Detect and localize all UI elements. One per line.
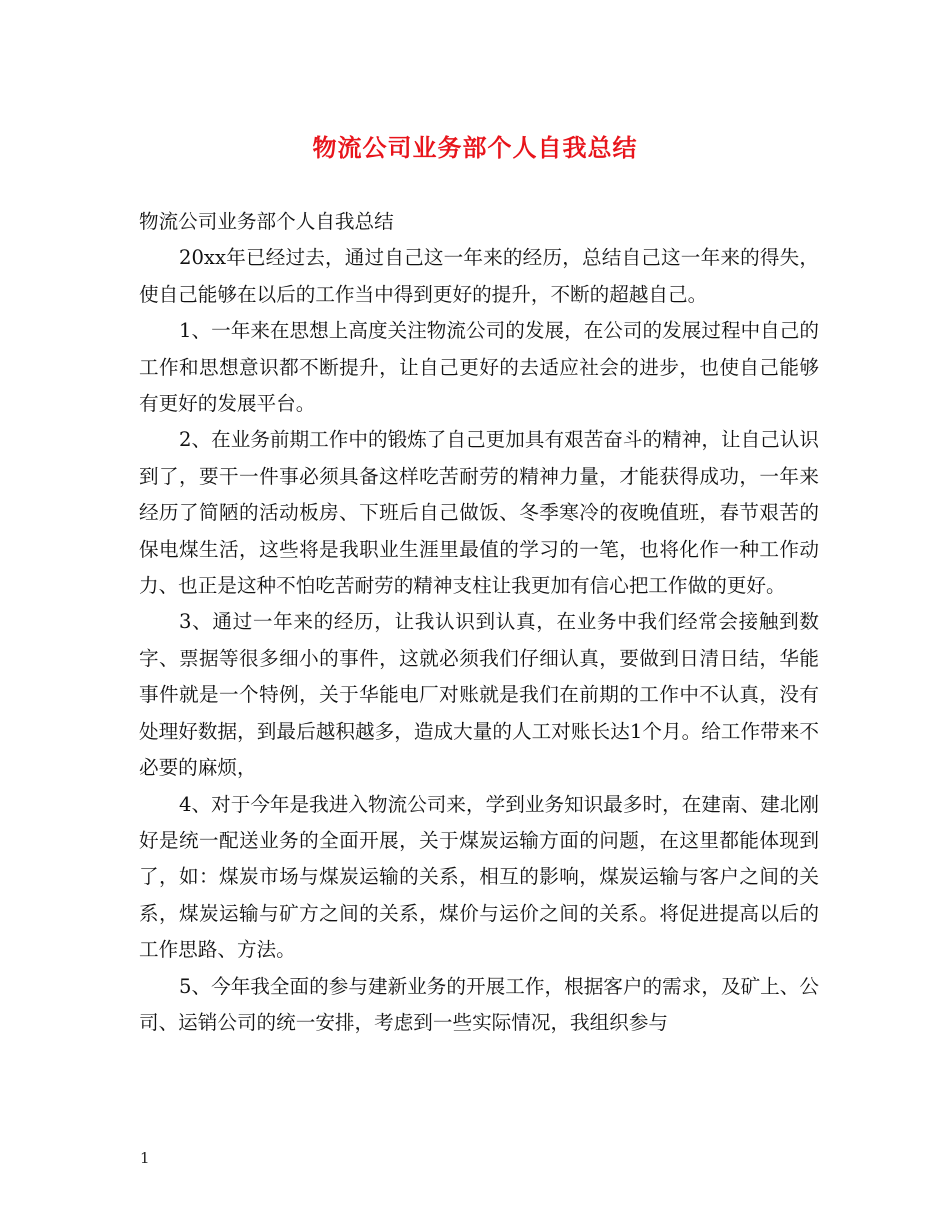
paragraph-item-3: 3、通过一年来的经历，让我认识到认真，在业务中我们经常会接触到数字、票据等很多细小的事件，这就必须我们仔细认真，要做到日清日结，华能事件就是一个特例，关于华能电厂对账就是我们在前期的工作中不认真，没有处理好数据，到最后越积越多，造成大量的人工对账长达1个月。给工作带来不必要的麻烦， [139,610,819,780]
paragraph-item-2: 2、在业务前期工作中的锻炼了自己更加具有艰苦奋斗的精神，让自己认识到了，要干一件事必须具备这样吃苦耐劳的精神力量，才能获得成功，一年来经历了简陋的活动板房、下班后自己做饭、冬季寒冷的夜晚值班，春节艰苦的保电煤生活，这些将是我职业生涯里最值的学习的一笔，也将化作一种工作动力、也正是这种不怕吃苦耐劳的精神支柱让我更加有信心把工作做的更好。 [139,428,819,598]
paragraph-intro: 20xx年已经过去，通过自己这一年来的经历，总结自己这一年来的得失，使自己能够在以后的工作当中得到更好的提升，不断的超越自己。 [139,246,819,306]
document-title: 物流公司业务部个人自我总结 [312,133,638,162]
paragraph-item-1: 1、一年来在思想上高度关注物流公司的发展，在公司的发展过程中自己的工作和思想意识都不断提升，让自己更好的去适应社会的进步，也使自己能够有更好的发展平台。 [139,319,819,416]
paragraph-item-5: 5、今年我全面的参与建新业务的开展工作，根据客户的需求，及矿上、公司、运销公司的统一安排，考虑到一些实际情况，我组织参与 [139,974,819,1034]
document-body [139,204,819,1041]
paragraph-item-4: 4、对于今年是我进入物流公司来，学到业务知识最多时，在建南、建北刚好是统一配送业务的全面开展，关于煤炭运输方面的问题，在这里都能体现到了，如：煤炭市场与煤炭运输的关系，相互的影响，煤炭运输与客户之间的关系，煤炭运输与矿方之间的关系，煤价与运价之间的关系。将促进提高以后的工作思路、方法。 [139,792,819,962]
page-number: 1 [140,1149,150,1167]
document-subtitle: 物流公司业务部个人自我总结 [139,210,394,233]
